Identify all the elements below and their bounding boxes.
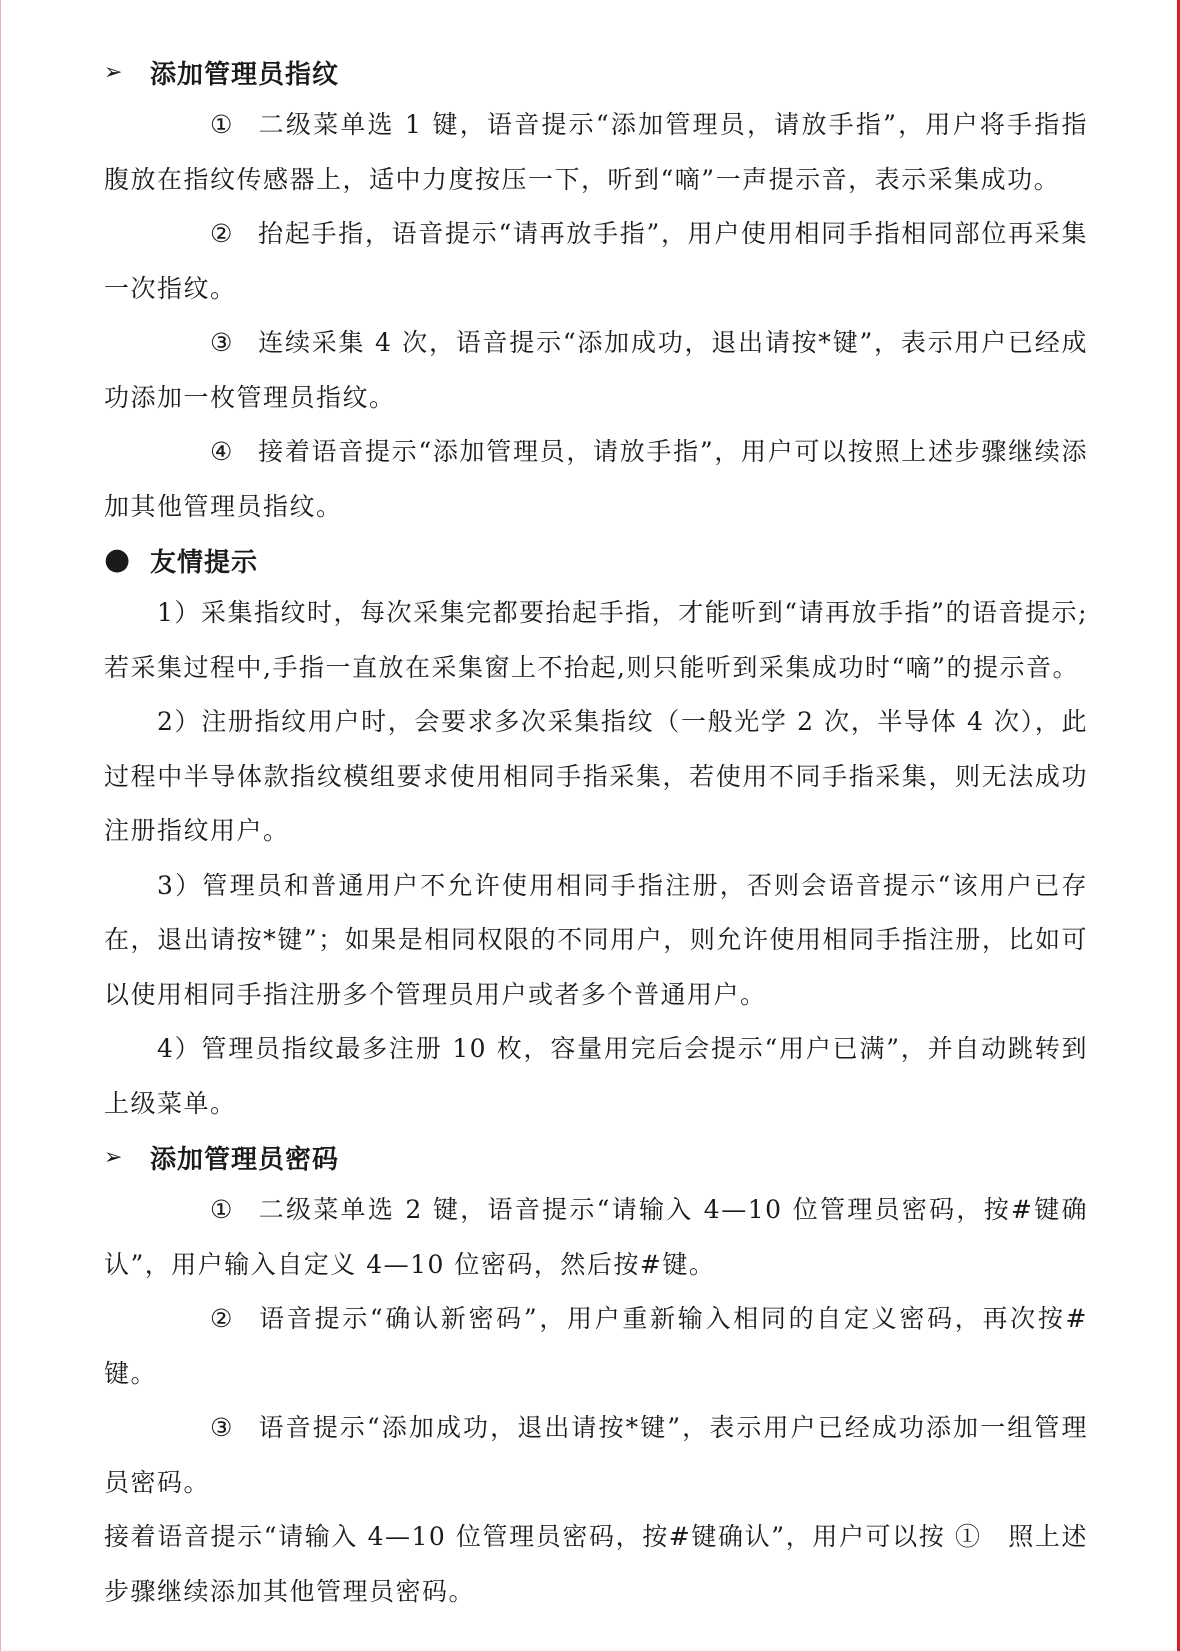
step-paragraph: [104, 207, 1088, 316]
section-title: 友情提示: [150, 547, 259, 578]
section-title: 添加管理员密码: [150, 1144, 340, 1175]
tip-paragraph: 1）采集指纹时，每次采集完都要抬起手指，才能听到“请再放手指”的语音提示;若采集过程中,手指一直放在采集窗上不抬起,则只能听到采集成功时“嘀”的提示音。: [104, 598, 1088, 682]
section-heading-tips: [104, 534, 1088, 586]
step-text: 连续采集 4 次，语音提示“添加成功，退出请按*键”，表示用户已经成功添加一枚管理员指纹。: [104, 328, 1088, 412]
step-paragraph: [104, 1401, 1088, 1510]
closing-paragraph: 接着语音提示“请输入 4—10 位管理员密码，按#键确认”，用户可以按 ① 照上述步骤继续添加其他管理员密码。: [104, 1522, 1088, 1606]
step-text: 抬起手指，语音提示“请再放手指”，用户使用相同手指相同部位再采集一次指纹。: [104, 219, 1088, 303]
step-number: ③: [210, 1413, 234, 1442]
step-text: 语音提示“添加成功，退出请按*键”，表示用户已经成功添加一组管理员密码。: [104, 1413, 1088, 1497]
step-paragraph: [104, 1183, 1088, 1292]
step-text: 二级菜单选 1 键，语音提示“添加管理员，请放手指”，用户将手指指腹放在指纹传感器上，适中力度按压一下，听到“嘀”一声提示音，表示采集成功。: [104, 110, 1088, 194]
step-number: ①: [210, 110, 234, 139]
step-paragraph: [104, 316, 1088, 425]
step-paragraph: [104, 425, 1088, 534]
section-title: 添加管理员指纹: [150, 59, 340, 90]
step-text: 二级菜单选 2 键，语音提示“请输入 4—10 位管理员密码，按#键确认”，用户输入自定义 4—10 位密码，然后按#键。: [104, 1195, 1088, 1279]
step-text: 语音提示“确认新密码”，用户重新输入相同的自定义密码，再次按#键。: [104, 1304, 1088, 1388]
tip-paragraph: 3）管理员和普通用户不允许使用相同手指注册，否则会语音提示“该用户已存在，退出请按*键”；如果是相同权限的不同用户，则允许使用相同手指注册，比如可以使用相同手指注册多个管理员用户或者多个普通用户。: [104, 870, 1088, 1009]
step-paragraph: [104, 98, 1088, 207]
step-number: ③: [210, 328, 234, 357]
section-heading-add-admin-password: [104, 1131, 1088, 1183]
step-text: 接着语音提示“添加管理员，请放手指”，用户可以按照上述步骤继续添加其他管理员指纹。: [104, 437, 1088, 521]
step-paragraph: [104, 1292, 1088, 1401]
tip-paragraph: 4）管理员指纹最多注册 10 枚，容量用完后会提示“用户已满”，并自动跳转到上级菜单。: [104, 1034, 1088, 1118]
bullet-dot-icon: ●: [104, 542, 132, 577]
step-number: ④: [210, 437, 234, 466]
page-edge-left: [0, 0, 1, 1651]
section-heading-add-admin-fingerprint: [104, 46, 1088, 98]
step-number: ②: [210, 1304, 234, 1333]
arrow-bullet-icon: ➢: [104, 59, 124, 85]
step-number: ①: [210, 1195, 234, 1224]
tip-paragraph: 2）注册指纹用户时，会要求多次采集指纹（一般光学 2 次，半导体 4 次），此过程中半导体款指纹模组要求使用相同手指采集，若使用不同手指采集，则无法成功注册指纹用户。: [104, 707, 1088, 845]
step-number: ②: [210, 219, 234, 248]
document-page: [104, 46, 1088, 1619]
arrow-bullet-icon: ➢: [104, 1144, 124, 1170]
